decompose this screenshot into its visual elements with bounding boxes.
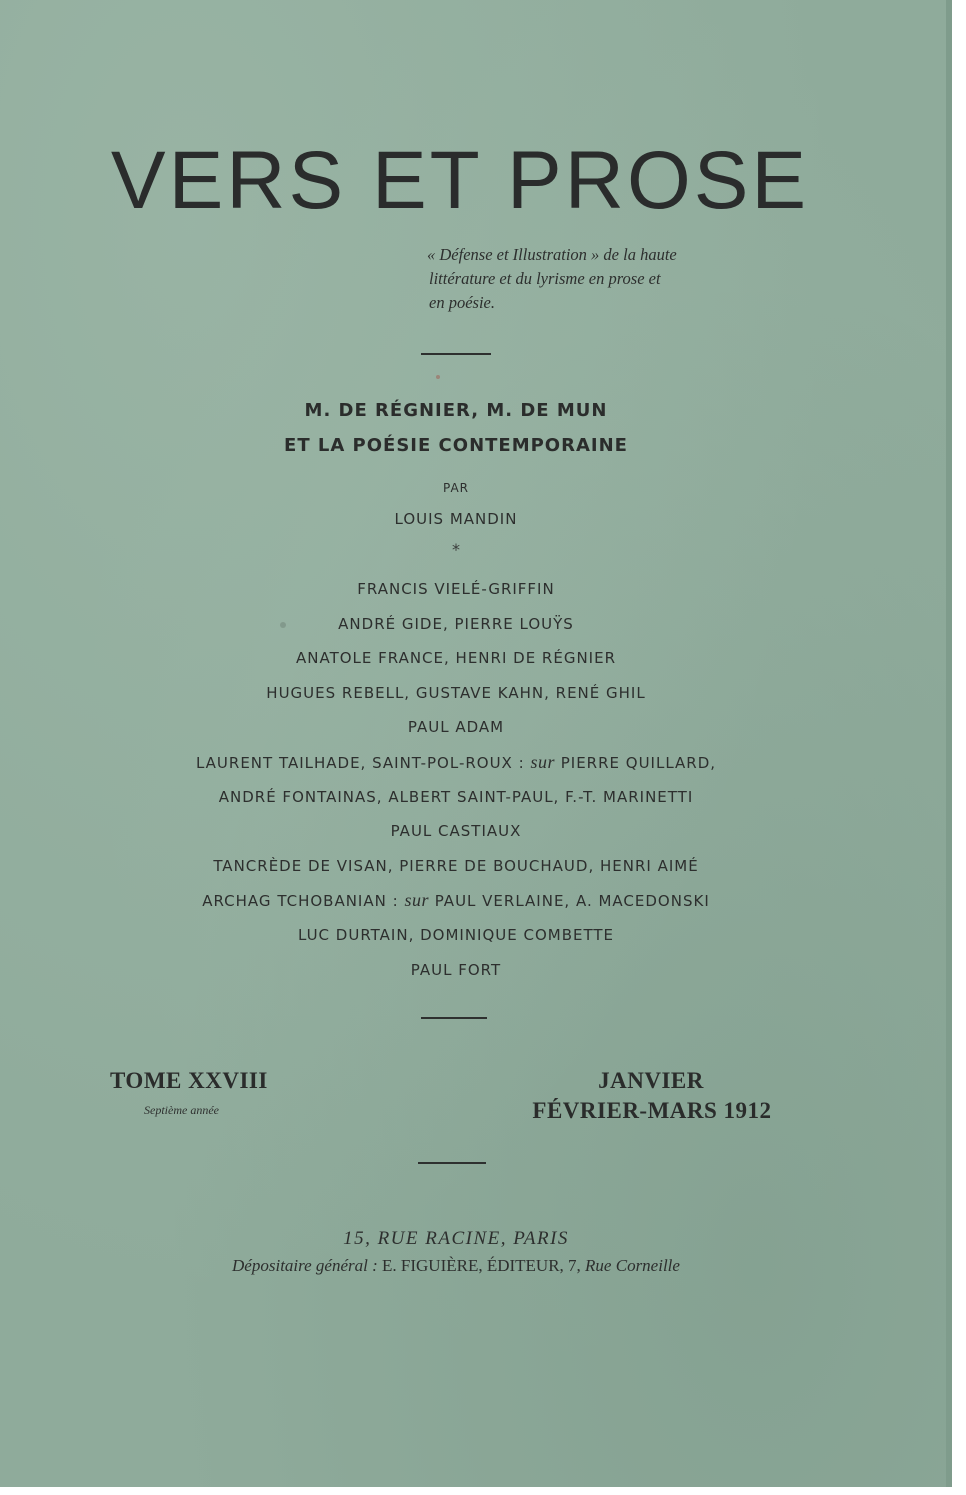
headline-line: ET LA POÉSIE CONTEMPORAINE	[284, 435, 628, 456]
divider-rule	[421, 1017, 487, 1019]
contributor-line: TANCRÈDE DE VISAN, PIERRE DE BOUCHAUD, HENRI AIMÉ	[213, 856, 699, 875]
contributor-line: LUC DURTAIN, DOMINIQUE COMBETTE	[297, 925, 615, 944]
depositaire-street: Rue Corneille	[585, 1256, 680, 1275]
tome-number: TOME XXVIII	[110, 1068, 268, 1093]
contributor-line: ANATOLE FRANCE, HENRI DE RÉGNIER	[295, 649, 617, 668]
contributor-line: PAUL ADAM	[407, 718, 505, 737]
contributor-line: PAUL FORT	[410, 960, 502, 979]
motto	[427, 243, 787, 315]
asterism-separator: *	[452, 540, 460, 559]
author-name: LOUIS MANDIN	[394, 510, 518, 528]
divider-rule	[421, 353, 491, 355]
motto-line: en poésie.	[429, 293, 495, 312]
depositaire-label: Dépositaire général :	[232, 1256, 383, 1275]
contributors-list	[0, 572, 912, 987]
depositaire-name: E. FIGUIÈRE, ÉDITEUR, 7,	[382, 1256, 586, 1275]
contributor-line: PAUL CASTIAUX	[390, 822, 522, 841]
contributor-line: HUGUES REBELL, GUSTAVE KAHN, RENÉ GHIL	[266, 683, 646, 702]
issue-date-line: JANVIER	[598, 1068, 704, 1093]
paper-stain	[280, 622, 286, 628]
motto-line: « Défense et Illustration » de la haute	[427, 245, 677, 264]
contributor-line: ANDRÉ FONTAINAS, ALBERT SAINT-PAUL, F.-T. MARINETTI	[218, 787, 694, 806]
contributor-line	[0, 883, 912, 918]
journal-title: VERS ET PROSE	[110, 135, 810, 226]
publisher-address: 15, RUE RACINE, PARIS	[343, 1228, 569, 1249]
motto-line: littérature et du lyrisme en prose et	[429, 269, 661, 288]
par-label: PAR	[442, 481, 469, 495]
contributor-text: LAURENT TAILHADE, SAINT-POL-ROUX :	[195, 753, 531, 772]
contributor-line: ANDRÉ GIDE, PIERRE LOUŸS	[338, 614, 574, 633]
headline-line: M. DE RÉGNIER, M. DE MUN	[304, 400, 608, 421]
contributor-text: PAUL VERLAINE, A. MACEDONSKI	[428, 892, 710, 911]
divider-rule	[418, 1162, 486, 1164]
sur-word: sur	[404, 890, 429, 911]
tome-year: Septième année	[144, 1103, 219, 1117]
contributor-text: PIERRE QUILLARD,	[554, 753, 717, 772]
sur-word: sur	[530, 751, 555, 772]
contributor-line: FRANCIS VIELÉ-GRIFFIN	[357, 580, 555, 598]
contributor-text: ARCHAG TCHOBANIAN :	[202, 892, 405, 911]
contributor-line	[0, 745, 912, 780]
issue-date-line: FÉVRIER-MARS 1912	[532, 1098, 772, 1123]
depositaire-line	[0, 1256, 912, 1276]
paper-stain	[436, 375, 440, 379]
